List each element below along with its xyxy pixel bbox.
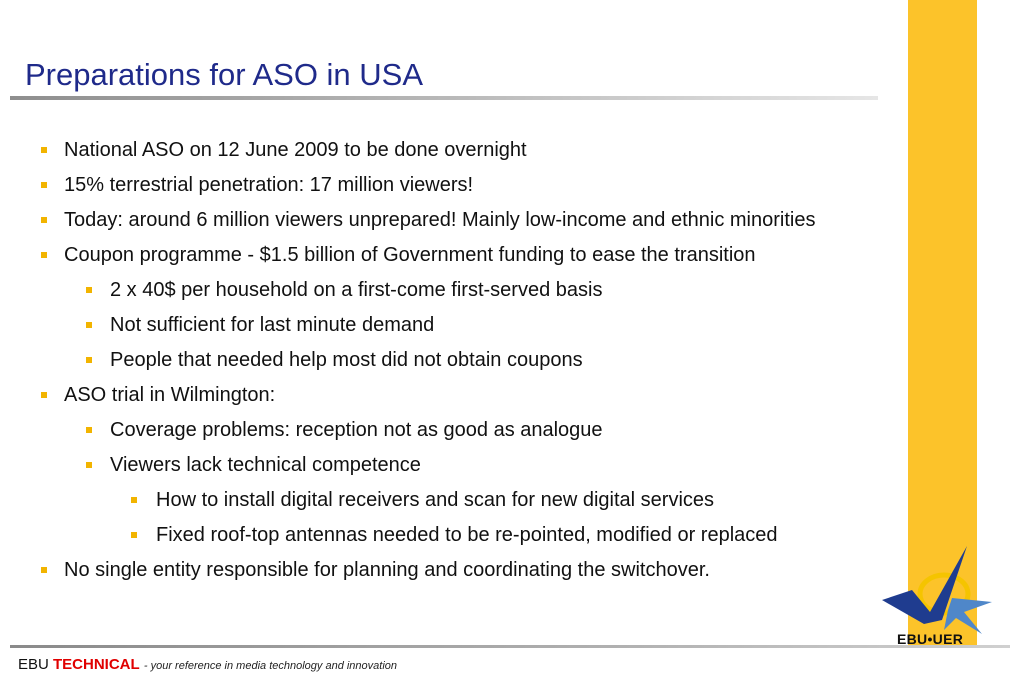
logo-text: EBU•UER xyxy=(897,631,964,647)
footer-brand-highlight: TECHNICAL xyxy=(53,656,140,673)
bullet-square-icon xyxy=(41,252,47,258)
bullet-text: People that needed help most did not obtain coupons xyxy=(110,349,583,371)
bullet-text: 15% terrestrial penetration: 17 million viewers! xyxy=(64,174,474,196)
bullet-square-icon xyxy=(41,147,47,153)
bullet-text: ASO trial in Wilmington: xyxy=(64,384,276,406)
bullet-square-icon xyxy=(86,427,92,433)
footer xyxy=(18,655,397,676)
bullet-square-icon xyxy=(131,532,137,538)
footer-tagline: - your reference in media technology and innovation xyxy=(143,660,398,672)
bullet-text: National ASO on 12 June 2009 to be done overnight xyxy=(64,139,527,161)
bullet-square-icon xyxy=(86,322,92,328)
bullet-text: Coverage problems: reception not as good as analogue xyxy=(110,419,603,441)
bullet-text: Today: around 6 million viewers unprepared! Mainly low-income and ethnic minorities xyxy=(64,209,816,231)
bullet-square-icon xyxy=(86,287,92,293)
bullet-square-icon xyxy=(86,462,92,468)
title-divider xyxy=(10,96,878,100)
bullet-square-icon xyxy=(131,497,137,503)
bullet-text: Fixed roof-top antennas needed to be re-pointed, modified or replaced xyxy=(156,524,778,546)
slide-title: Preparations for ASO in USA xyxy=(25,57,424,92)
bullet-square-icon xyxy=(86,357,92,363)
bullet-text: 2 x 40$ per household on a first-come first-served basis xyxy=(110,279,603,301)
bullet-square-icon xyxy=(41,217,47,223)
footer-divider xyxy=(10,645,1010,648)
bullet-square-icon xyxy=(41,567,47,573)
logo-star xyxy=(944,598,992,634)
bullet-text: How to install digital receivers and scan for new digital services xyxy=(156,489,715,511)
bullet-text: Coupon programme - $1.5 billion of Government funding to ease the transition xyxy=(64,244,756,266)
bullet-text: No single entity responsible for planning and coordinating the switchover. xyxy=(64,559,710,581)
bullet-text: Not sufficient for last minute demand xyxy=(110,314,435,336)
bullet-square-icon xyxy=(41,392,47,398)
footer-brand: EBU xyxy=(18,656,49,673)
bullet-square-icon xyxy=(41,182,47,188)
bullet-text: Viewers lack technical competence xyxy=(110,454,421,476)
